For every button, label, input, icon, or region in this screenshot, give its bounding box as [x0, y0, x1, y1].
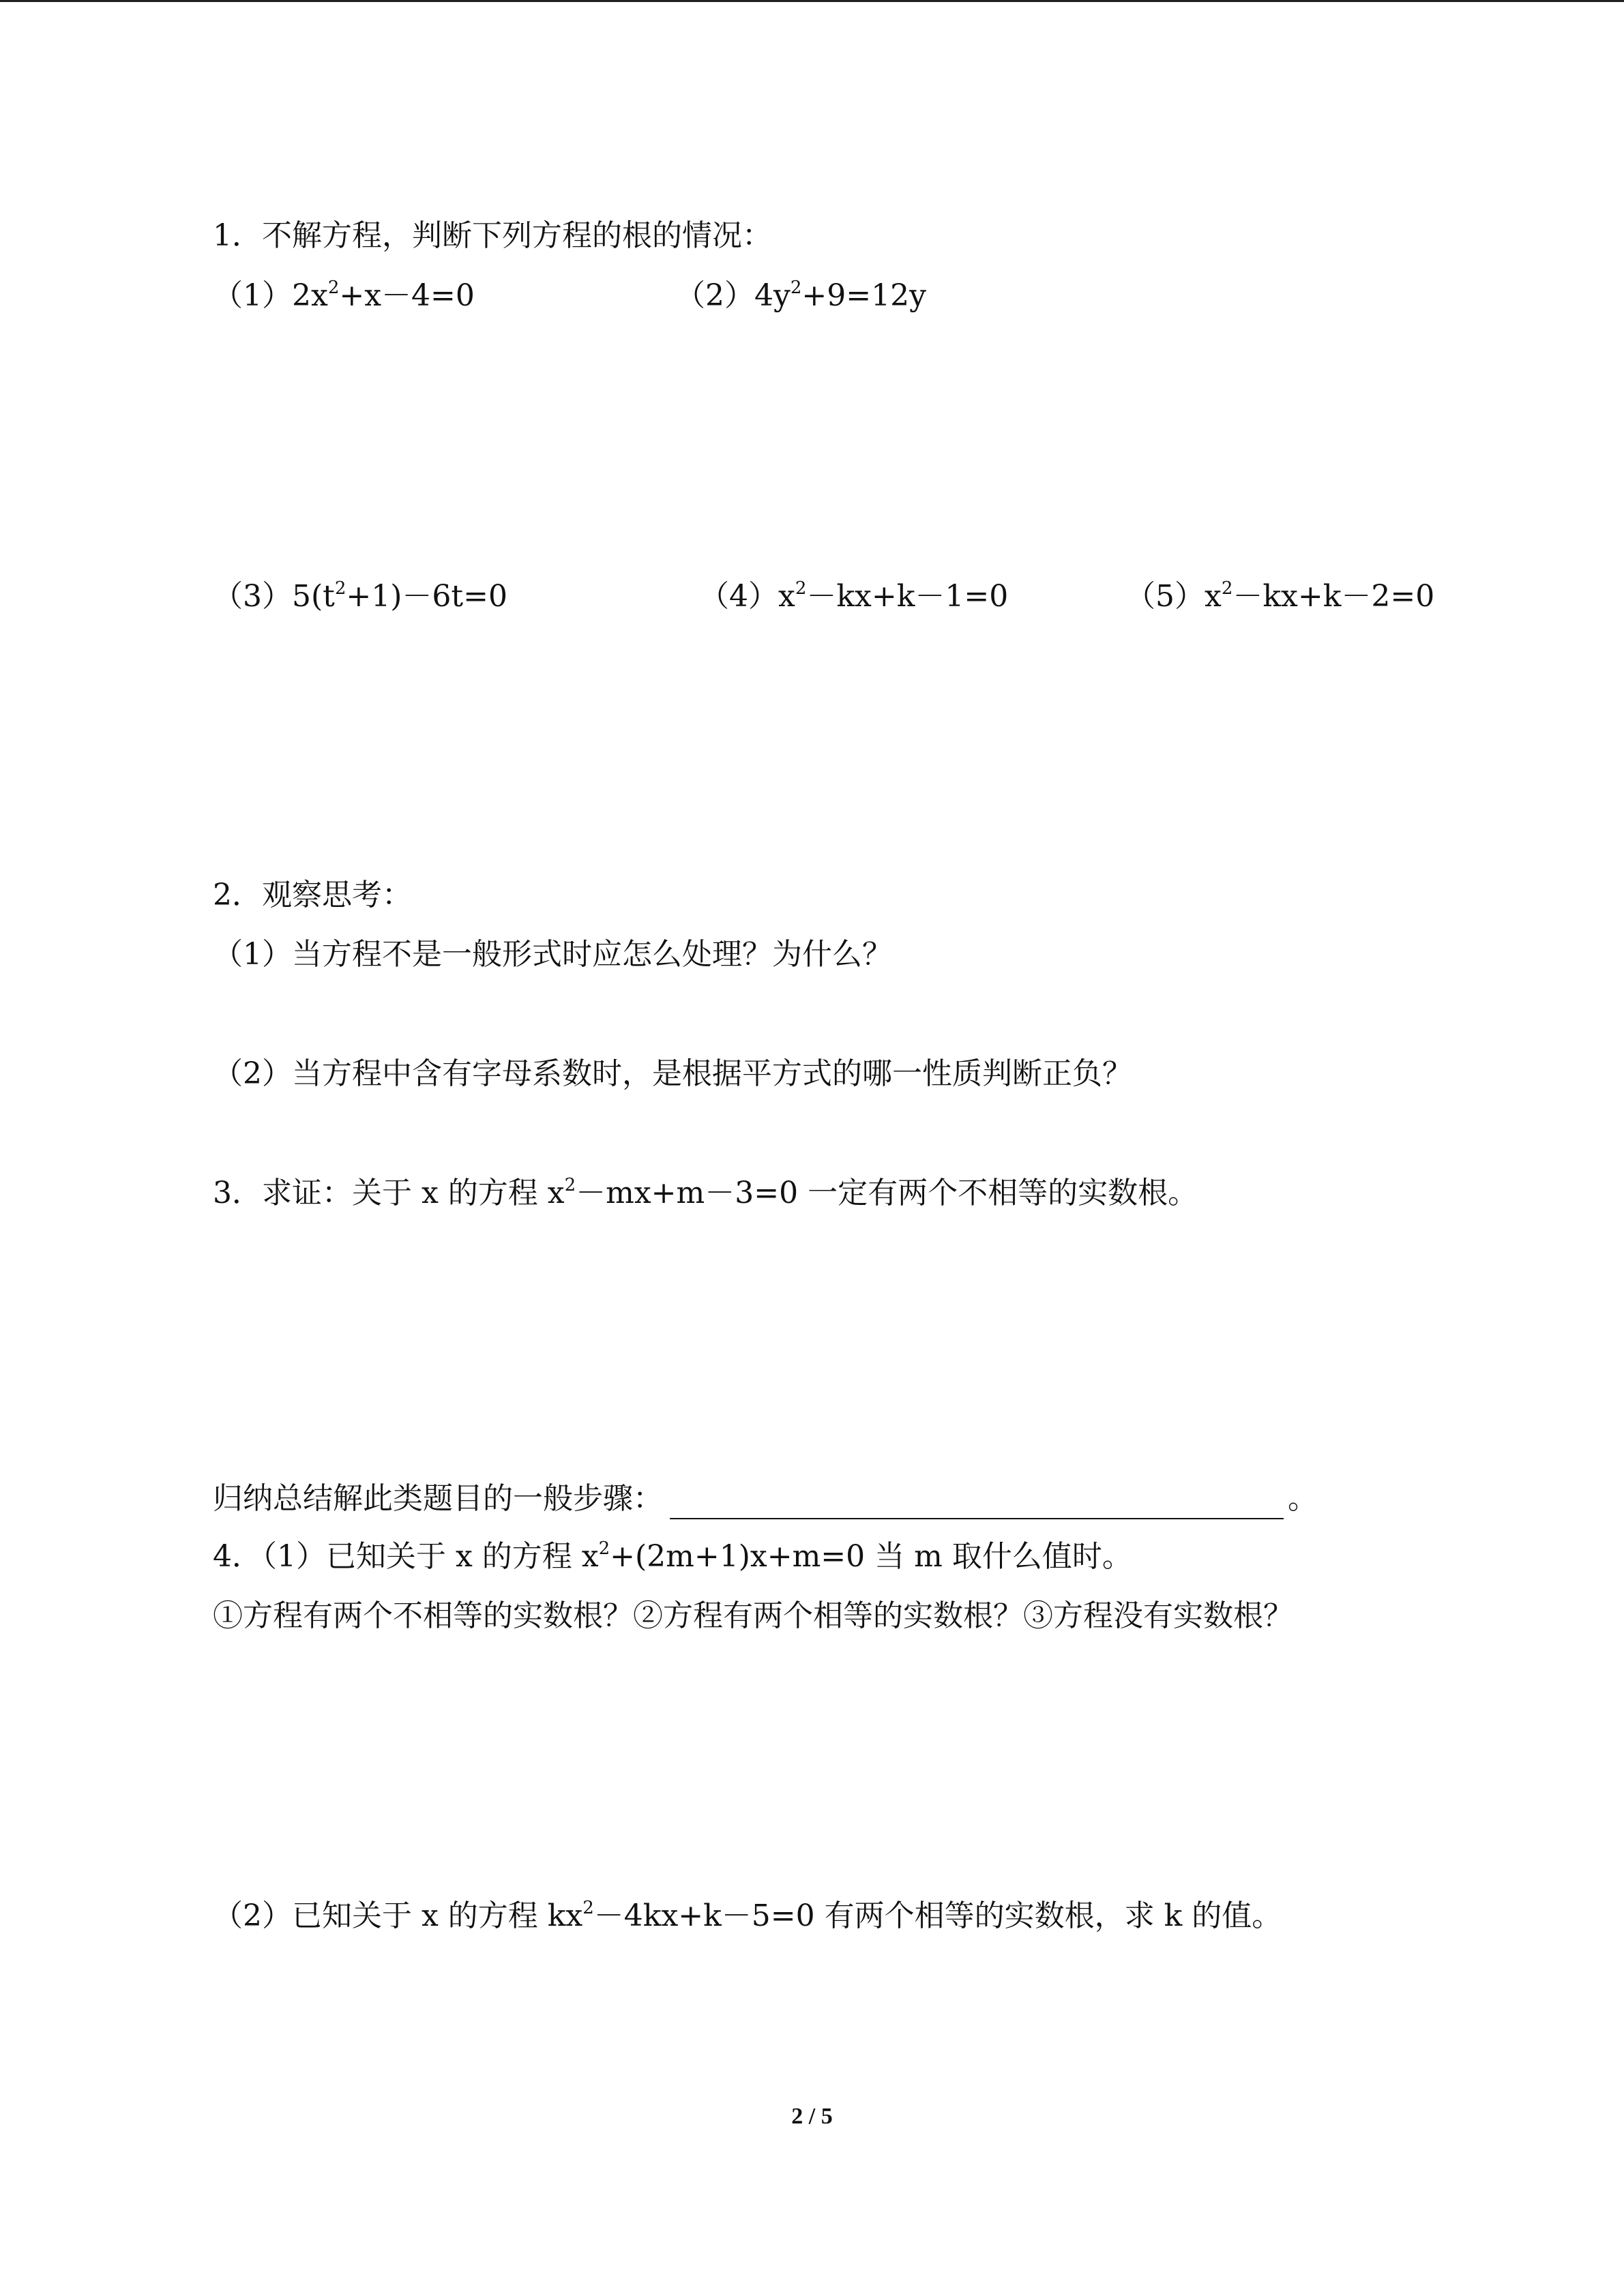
summary-line — [213, 1478, 1318, 1519]
q2-sub2: （2）当方程中含有字母系数时，是根据平方式的哪一性质判断正负？ — [213, 1056, 1132, 1091]
q1-item-5-expr-b: －kx+k－2=0 — [1232, 579, 1435, 614]
q4-part2-prefix: （2）已知关于 x 的方程 kx — [213, 1898, 583, 1933]
q1-item-5-sup: 2 — [1221, 578, 1233, 599]
q1-item-2-sup: 2 — [790, 278, 802, 298]
q4-part1-prefix: 4．（1）已知关于 x 的方程 x — [213, 1539, 599, 1574]
q1-item-4-expr-b: －kx+k－1=0 — [806, 579, 1009, 614]
q2-title: 2．观察思考： — [213, 878, 412, 912]
q1-item-3-expr-a: 5(t — [292, 579, 335, 614]
page-number: 2 / 5 — [791, 2104, 833, 2129]
q1-item-3 — [213, 576, 507, 617]
q3-suffix: －mx+m－3=0 一定有两个不相等的实数根。 — [576, 1176, 1198, 1210]
q1-item-2 — [675, 275, 926, 316]
summary-end: 。 — [1288, 1481, 1318, 1516]
q1-title: 1．不解方程，判断下列方程的根的情况： — [213, 218, 772, 253]
q4-part2-sup: 2 — [582, 1898, 594, 1918]
top-border-line — [0, 0, 1624, 2]
q1-item-3-expr-b: +1)－6t=0 — [346, 579, 507, 614]
q2-sub1: （1）当方程不是一般形式时应怎么处理？为什么？ — [213, 937, 892, 972]
q1-item-1-expr-b: +x－4=0 — [339, 278, 475, 313]
q1-item-2-expr-a: 4y — [754, 278, 791, 313]
q4-part1-sup: 2 — [598, 1538, 610, 1559]
q3-prefix: 3．求证：关于 x 的方程 x — [213, 1176, 565, 1210]
q1-item-1-label: （1） — [213, 278, 292, 313]
q1-item-3-label: （3） — [213, 579, 292, 614]
q4-part2 — [213, 1896, 1282, 1937]
q1-item-1-expr-a: 2x — [292, 278, 328, 313]
q4-part1-questions: ①方程有两个不相等的实数根？②方程有两个相等的实数根？③方程没有实数根？ — [213, 1598, 1293, 1633]
summary-answer-blank[interactable] — [670, 1484, 1284, 1519]
q3-sup: 2 — [564, 1175, 576, 1195]
q1-item-2-label: （2） — [675, 278, 754, 313]
q1-item-5-expr-a: x — [1205, 579, 1222, 614]
q4-part1 — [213, 1536, 1132, 1577]
q1-item-1 — [213, 275, 475, 316]
q1-item-4-expr-a: x — [778, 579, 795, 614]
q4-part2-suffix: －4kx+k－5=0 有两个相等的实数根，求 k 的值。 — [593, 1898, 1282, 1933]
q1-item-4 — [699, 576, 1008, 617]
q3-statement — [213, 1173, 1198, 1214]
q1-item-5 — [1125, 576, 1434, 617]
summary-label: 归纳总结解此类题目的一般步骤： — [213, 1481, 663, 1516]
q1-item-4-sup: 2 — [795, 578, 807, 599]
q1-item-5-label: （5） — [1125, 579, 1205, 614]
q1-item-4-label: （4） — [699, 579, 778, 614]
q1-item-1-sup: 2 — [327, 278, 340, 298]
q4-part1-suffix: +(2m+1)x+m=0 当 m 取什么值时。 — [610, 1539, 1132, 1574]
q1-item-3-sup: 2 — [334, 578, 346, 599]
q1-item-2-expr-b: +9=12y — [801, 278, 926, 313]
